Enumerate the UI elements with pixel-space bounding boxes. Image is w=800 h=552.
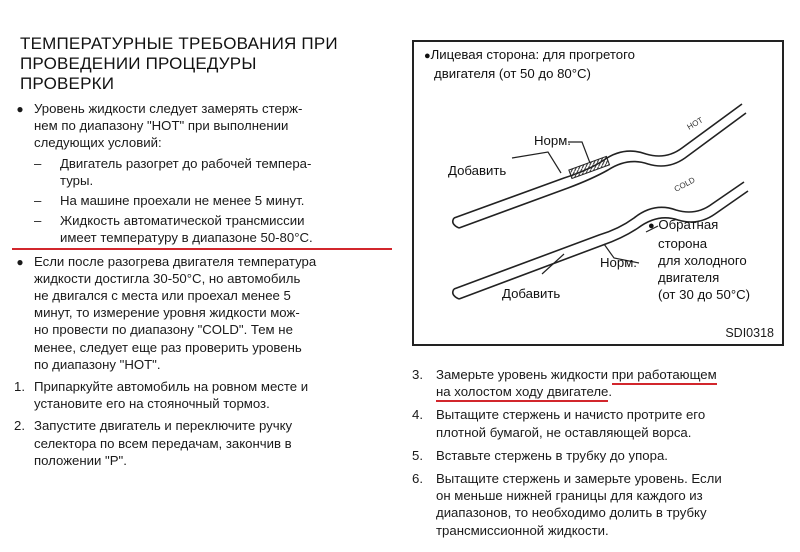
- bullet-icon: ●: [16, 254, 24, 269]
- step-item: [412, 366, 790, 400]
- cold-mark-text: COLD: [672, 175, 697, 194]
- text-line: Двигатель разогрет до рабочей темпера-: [60, 155, 312, 171]
- text-line: Вставьте стержень в трубку до упора.: [436, 447, 668, 463]
- text-line: плотной бумагой, не оставляющей ворса.: [436, 424, 692, 440]
- step-item: [14, 417, 402, 469]
- text-line: Жидкость автоматической трансмиссии: [60, 213, 305, 229]
- text-line: менее, следует еще раз проверить уровень: [34, 339, 302, 355]
- text-line: двигателя (от 50 до 80°С): [434, 66, 591, 81]
- text-line: селектора по всем передачам, закончив в: [34, 435, 292, 451]
- bullet-icon: ●: [424, 50, 431, 62]
- text-line: жидкости достигла 30-50°С, но автомобиль: [34, 270, 301, 286]
- step-item: [412, 406, 790, 440]
- text-line: он меньше нижней границы для каждого из: [436, 488, 703, 504]
- text-line: (от 30 до 50°С): [658, 287, 751, 302]
- text-line: туры.: [60, 172, 94, 188]
- right-column: [412, 366, 790, 541]
- text-line: для холодного: [658, 253, 747, 268]
- dash-icon: –: [34, 193, 42, 209]
- underlined-text: на холостом ходу двигателе: [436, 384, 608, 402]
- text-line: [436, 366, 790, 383]
- figure-code: SDI0318: [725, 326, 774, 340]
- dash-item: [14, 192, 402, 209]
- dash-icon: –: [34, 213, 42, 229]
- dipstick-top-tip: [453, 218, 459, 228]
- step-number: 1.: [14, 379, 25, 395]
- text-fragment: .: [608, 384, 613, 400]
- dipstick-bottom-tip: [453, 289, 459, 299]
- dash-icon: –: [34, 155, 42, 171]
- text-line: нем по диапазону "HOT" при выполнении: [34, 118, 289, 134]
- text-line: установите его на стояночный тормоз.: [34, 396, 270, 412]
- text-line: минут, то измерение уровня жидкости мож-: [34, 305, 300, 321]
- heading-line: ТЕМПЕРАТУРНЫЕ ТРЕБОВАНИЯ ПРИ: [20, 34, 338, 53]
- bullet-item: [14, 100, 402, 152]
- add-top-arrow: [512, 152, 561, 173]
- step-number: 3.: [412, 367, 423, 382]
- add-bottom-label: Добавить: [502, 286, 561, 301]
- step-number: 2.: [14, 418, 25, 434]
- text-line: Припаркуйте автомобиль на ровном месте и: [34, 379, 309, 395]
- text-line: Уровень жидкости следует замерять стерж-: [34, 101, 303, 116]
- text-line: положении "Р".: [34, 452, 127, 468]
- bullet-icon: ●: [648, 220, 655, 232]
- text-line: двигателя: [658, 270, 720, 285]
- hot-mark-text: HOT: [685, 115, 705, 132]
- back-side-caption: [648, 216, 750, 303]
- add-top-label: Добавить: [448, 163, 507, 178]
- text-line: имеет температуру в диапазоне 50-80°С.: [60, 230, 313, 246]
- dipstick-figure: [412, 40, 784, 346]
- text-line: но провести по диапазону "COLD". Тем не: [34, 322, 293, 338]
- text-line: диапазонов, то необходимо долить в трубку: [436, 505, 707, 521]
- text-line: Лицевая сторона: для прогретого: [430, 47, 635, 62]
- dash-item: [14, 212, 402, 246]
- norm-top-label: Норм.: [534, 133, 571, 148]
- step-item: [412, 470, 790, 539]
- text-line: Вытащите стержень и замерьте уровень. Если: [436, 471, 722, 487]
- bullet-icon: ●: [16, 102, 24, 116]
- dash-item: [14, 155, 402, 189]
- text-line: [436, 383, 790, 400]
- step-number: 4.: [412, 407, 423, 423]
- norm-bottom-label: Норм.: [600, 255, 637, 270]
- underlined-text: при работающем: [612, 367, 717, 385]
- red-underline: [12, 248, 392, 250]
- text-line: трансмиссионной жидкости.: [436, 522, 609, 538]
- heading-line: ПРОВЕДЕНИИ ПРОЦЕДУРЫ: [20, 54, 257, 73]
- text-fragment: Замерьте уровень жидкости: [436, 367, 612, 382]
- text-line: Вытащите стержень и начисто протрите его: [436, 407, 706, 423]
- text-line: Если после разогрева двигателя температура: [34, 253, 317, 269]
- text-line: сторона: [658, 236, 708, 251]
- text-line: Запустите двигатель и переключите ручку: [34, 418, 293, 434]
- step-item: [14, 378, 402, 412]
- step-number: 6.: [412, 471, 423, 487]
- text-line: по диапазону "HOT".: [34, 356, 161, 372]
- step-item: [412, 447, 790, 464]
- bullet-item: [14, 253, 402, 373]
- left-column: [14, 34, 402, 470]
- text-line: Обратная: [658, 217, 719, 232]
- heading-line: ПРОВЕРКИ: [20, 74, 115, 93]
- front-side-caption: [424, 46, 635, 82]
- text-line: следующих условий:: [34, 135, 162, 151]
- norm-top-arrow: [568, 142, 590, 163]
- add-bottom-arrow: [542, 254, 564, 274]
- section-heading: [20, 34, 402, 94]
- step-number: 5.: [412, 447, 423, 463]
- text-line: не двигался с места или проехал менее 5: [34, 288, 291, 304]
- text-line: На машине проехали не менее 5 минут.: [60, 193, 305, 209]
